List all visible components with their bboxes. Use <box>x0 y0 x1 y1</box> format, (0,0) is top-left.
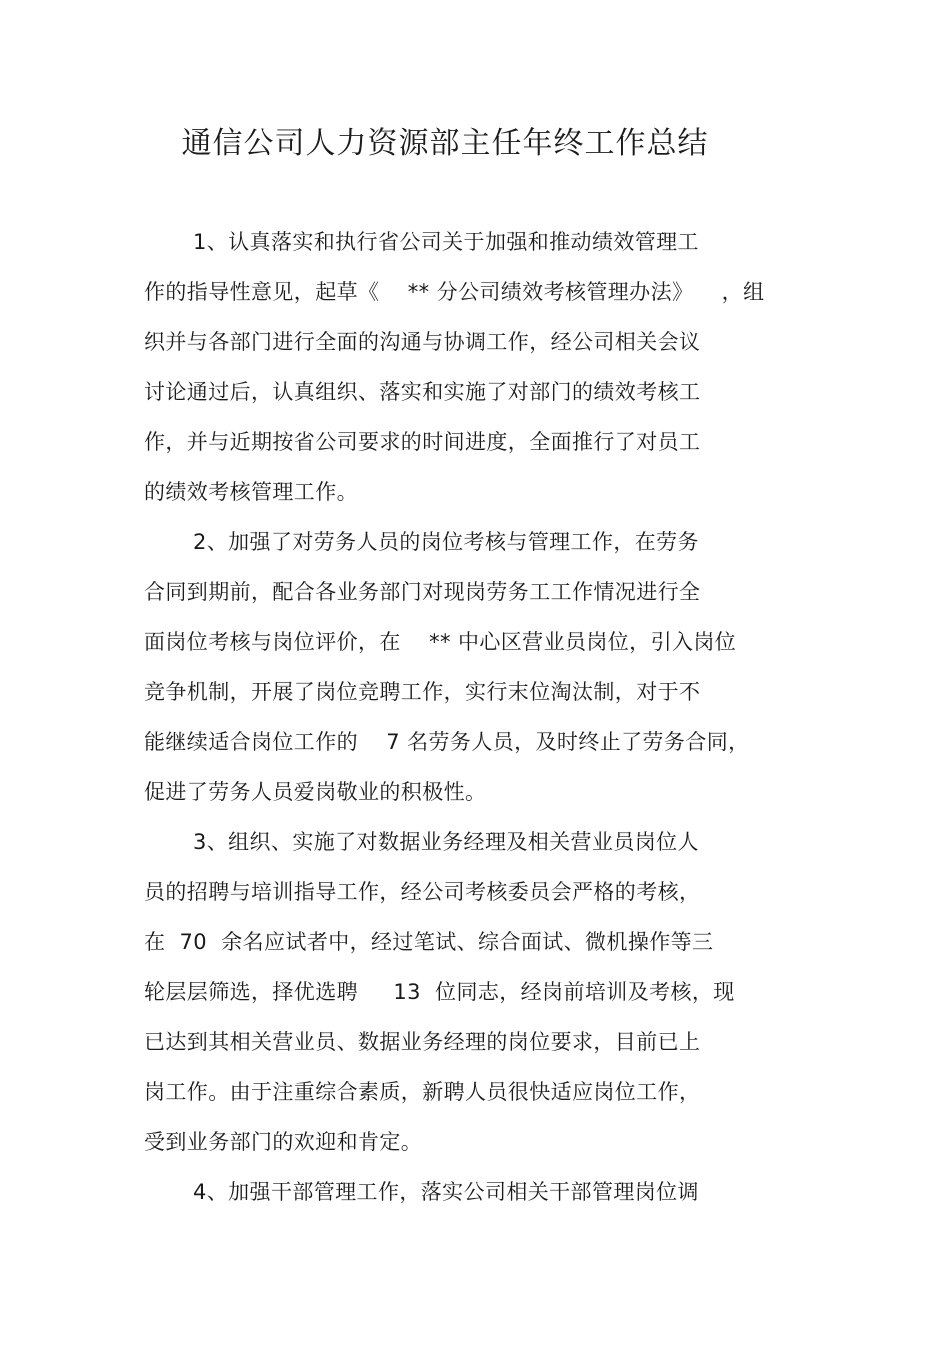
paragraph-1-line-3: 织并与各部门进行全面的沟通与协调工作，经公司相关会议 <box>144 330 701 354</box>
paragraph-3-line-7: 受到业务部门的欢迎和肯定。 <box>144 1130 423 1154</box>
paragraph-2-line-4: 竞争机制，开展了岗位竞聘工作，实行末位淘汰制，对于不 <box>144 680 701 704</box>
paragraph-1-line-5: 作，并与近期按省公司要求的时间进度，全面推行了对员工 <box>144 430 701 454</box>
paragraph-1-line-2: 作的指导性意见，起草《 ** 分公司绩效考核管理办法》 ，组 <box>144 280 765 304</box>
paragraph-3-line-3: 在 70 余名应试者中，经过笔试、综合面试、微机操作等三 <box>144 930 714 954</box>
paragraph-3-line-4: 轮层层筛选，择优选聘 13 位同志，经岗前培训及考核，现 <box>144 980 735 1004</box>
paragraph-1-line-1: 1、认真落实和执行省公司关于加强和推动绩效管理工 <box>193 230 699 254</box>
paragraph-2-line-1: 2、加强了对劳务人员的岗位考核与管理工作，在劳务 <box>193 530 699 554</box>
paragraph-4-line-1: 4、加强干部管理工作，落实公司相关干部管理岗位调 <box>193 1180 699 1204</box>
paragraph-3-line-1: 3、组织、实施了对数据业务经理及相关营业员岗位人 <box>193 830 699 854</box>
paragraph-2-line-6: 促进了劳务人员爱岗敬业的积极性。 <box>144 780 487 804</box>
paragraph-3-line-2: 员的招聘与培训指导工作，经公司考核委员会严格的考核， <box>144 880 701 904</box>
paragraph-1-line-6: 的绩效考核管理工作。 <box>144 480 358 504</box>
paragraph-3-line-5: 已达到其相关营业员、数据业务经理的岗位要求，目前已上 <box>144 1030 701 1054</box>
paragraph-1-line-4: 讨论通过后，认真组织、落实和实施了对部门的绩效考核工 <box>144 380 701 404</box>
paragraph-2-line-2: 合同到期前，配合各业务部门对现岗劳务工工作情况进行全 <box>144 580 701 604</box>
paragraph-2-line-5: 能继续适合岗位工作的 7 名劳务人员，及时终止了劳务合同， <box>144 730 750 754</box>
paragraph-2-line-3: 面岗位考核与岗位评价，在 ** 中心区营业员岗位，引入岗位 <box>144 630 737 654</box>
paragraph-3-line-6: 岗工作。由于注重综合素质，新聘人员很快适应岗位工作， <box>144 1080 701 1104</box>
document-title: 通信公司人力资源部主任年终工作总结 <box>181 126 709 161</box>
